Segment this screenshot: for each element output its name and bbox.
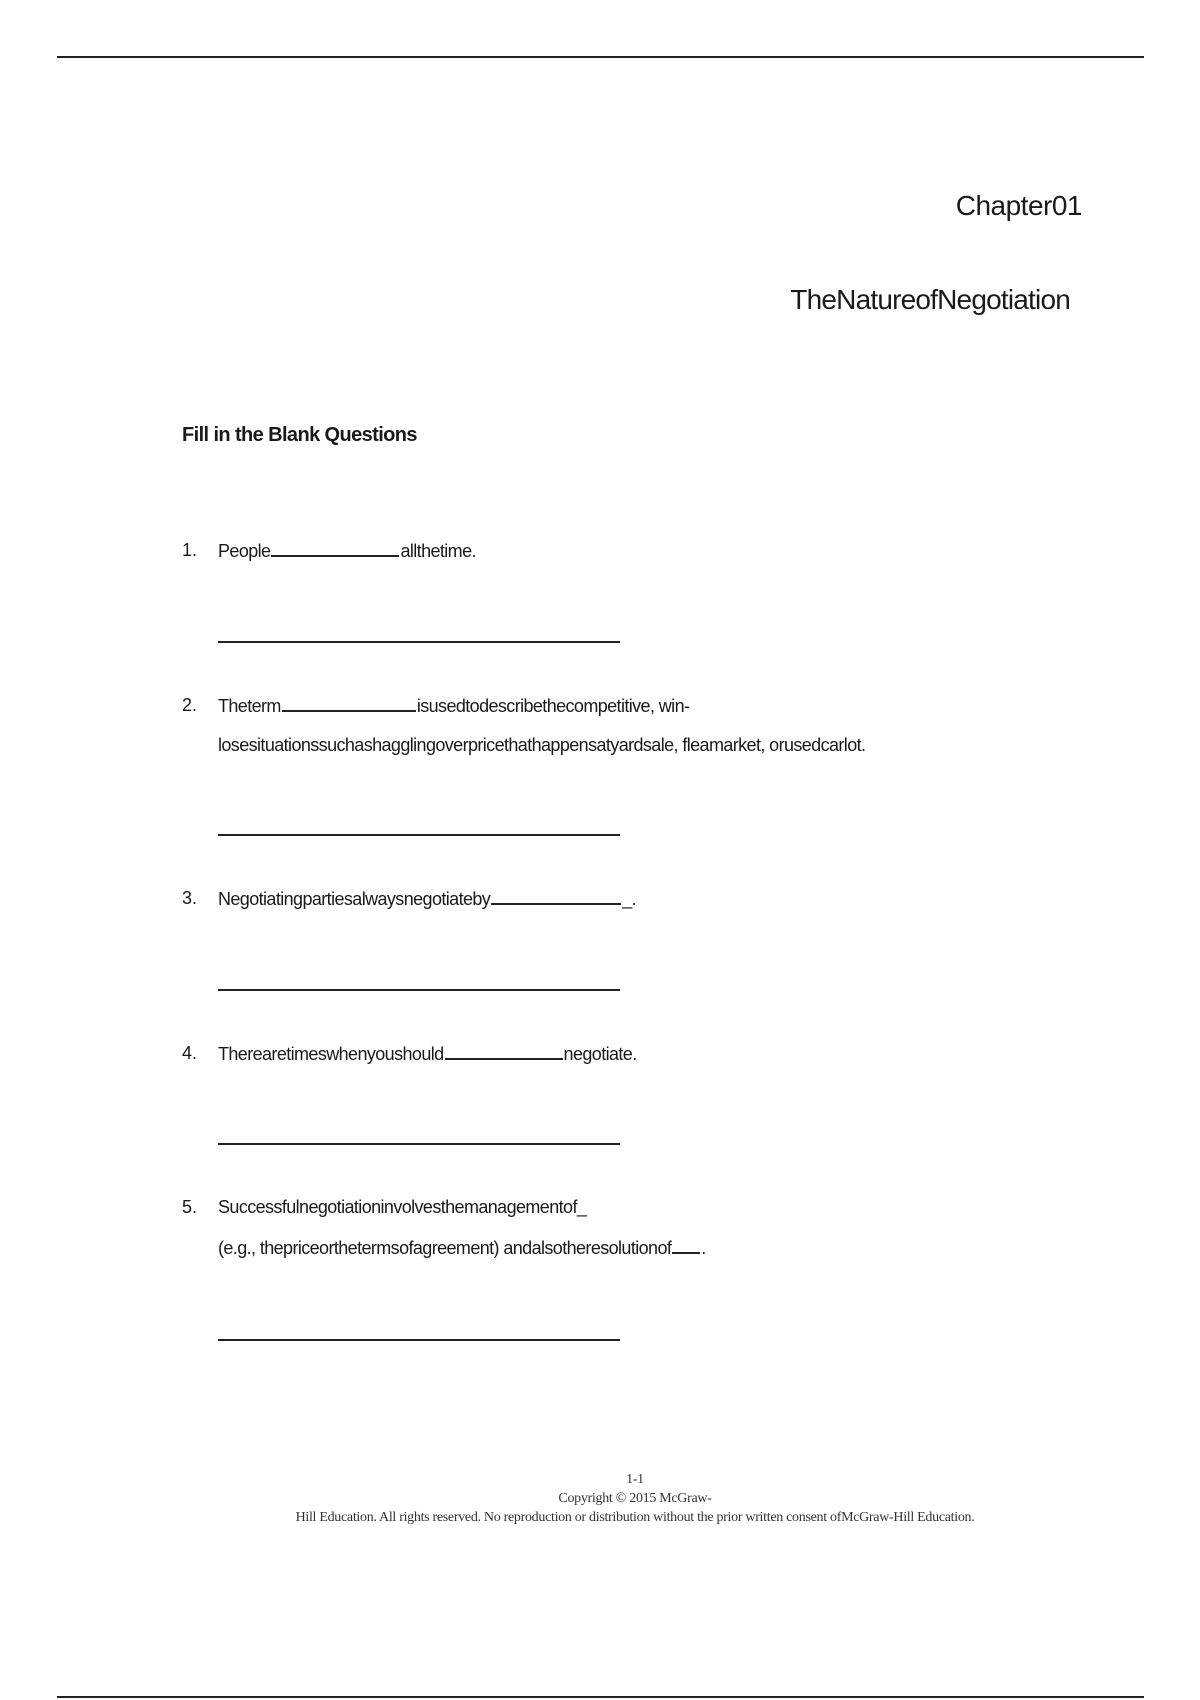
question-5-text-line2 [218,1234,706,1261]
question-5-text-line2-before: (e.g., thepriceorthetermsofagreement) andalsotheresolutionof [218,1238,672,1258]
question-1-text-before: People [218,541,271,561]
question-1-text-after: allthetime. [400,541,476,561]
rights-line: Hill Education. All rights reserved. No reproduction or distribution without the prior written consent ofMcGraw-Hill Education. [295,1510,975,1525]
bottom-rule [57,1696,1144,1698]
question-3-answer-line[interactable] [218,989,620,991]
page-number: 1-1 [626,1472,644,1487]
section-heading: Fill in the Blank Questions [182,424,417,446]
question-5-text: Successfulnegotiationinvolvesthemanagementof_ [218,1197,587,1217]
page-footer [0,1470,1200,1527]
question-3-text-before: Negotiatingpartiesalwaysnegotiateby [218,889,491,909]
chapter-label: Chapter01 [955,190,1082,221]
question-2-text [218,692,689,719]
question-4-text-before: Therearetimeswhenyoushould [218,1044,444,1064]
question-4-text [218,1040,637,1067]
top-rule [57,56,1144,58]
question-4-text-after: negotiate. [563,1044,637,1064]
chapter-title: TheNatureofNegotiation [790,284,1070,315]
question-4-answer-line[interactable] [218,1143,620,1145]
question-2-text-line2: losesituationssuchashagglingoverpricethathappensatyardsale, fleamarket, orusedcarlot. [218,735,866,755]
question-5-answer-line[interactable] [218,1339,620,1341]
question-2-text-before: Theterm [218,696,281,716]
question-1-number: 1. [182,540,198,560]
question-1-text [218,537,476,564]
copyright-line: Copyright © 2015 McGraw- [558,1491,712,1506]
question-2-number: 2. [182,695,198,715]
question-2-text-after: isusedtodescribethecompetitive, win- [416,696,690,716]
question-3-text [218,885,636,912]
question-5-blank[interactable] [672,1234,700,1254]
question-3-text-after: _. [622,889,636,909]
question-4-blank[interactable] [445,1040,563,1060]
question-2-blank[interactable] [282,692,416,712]
question-2-answer-line[interactable] [218,834,620,836]
question-4-number: 4. [182,1043,198,1063]
question-5-number: 5. [182,1197,198,1217]
question-3-blank[interactable] [491,885,621,905]
question-5-text-line2-after: . [701,1238,706,1258]
question-1-answer-line[interactable] [218,641,620,643]
question-1-blank[interactable] [271,537,399,557]
question-3-number: 3. [182,888,198,908]
